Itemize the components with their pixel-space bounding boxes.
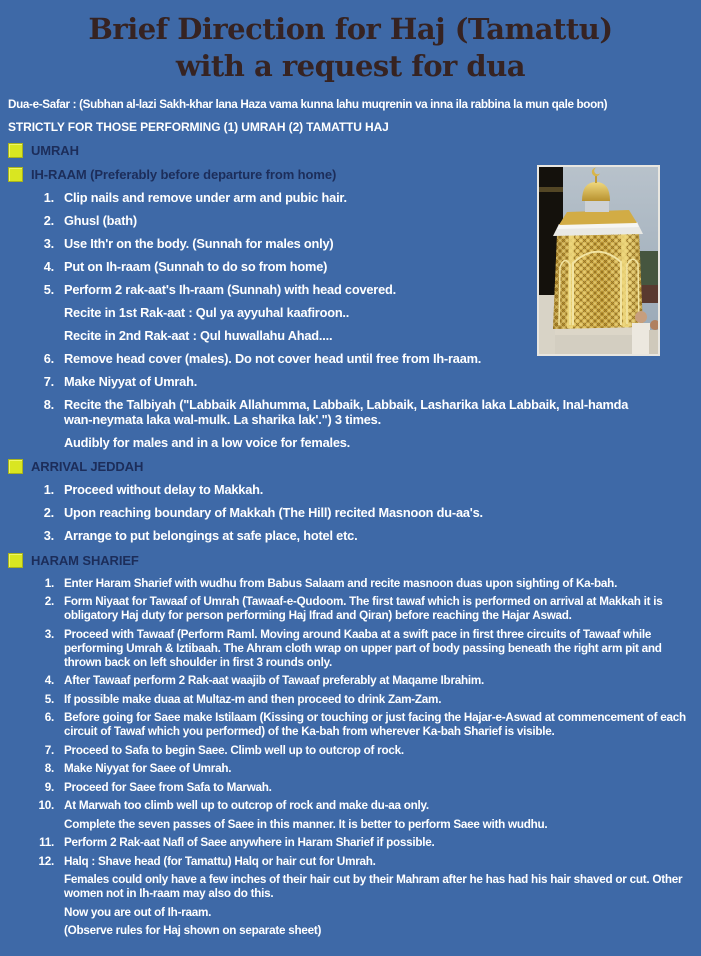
list-item (8, 855, 701, 869)
item-number: 12. (38, 854, 54, 868)
item-text: Recite in 2nd Rak-aat : Qul huwallahu Ahad.... (64, 328, 333, 343)
item-text: Use Ith'r on the body. (Sunnah for males only) (64, 236, 334, 251)
maqam-ibrahim-photo (537, 165, 660, 356)
list-item (8, 762, 701, 776)
list-item (8, 674, 701, 688)
item-number: 3. (44, 627, 54, 641)
dua-e-safar-line: Dua-e-Safar : (Subhan al-lazi Sakh-khar lana Haza vama kunna lahu muqrenin va inna ila rabbina la mun qale boon) (8, 98, 608, 111)
item-number (33, 306, 54, 321)
item-text: Females could only have a few inches of their hair cut by their Mahram after he has had his hair shaved or cut. Other women not in Ih-raam may also do this. (64, 873, 683, 900)
list-item (8, 781, 701, 795)
item-number (33, 906, 54, 920)
item-text: Form Niyaat for Tawaaf of Umrah (Tawaaf-e-Qudoom. The first tawaf which is performed on arrival at Makkah it is obligatory Haj duty for person performing Haj Ifrad and Qiran) before reaching the Hajar Aswad. (64, 595, 663, 622)
section-header-arrival-jeddah (8, 459, 701, 474)
item-number: 4. (44, 674, 54, 687)
item-text: Recite in 1st Rak-aat : Qul ya ayyuhal kaafiroon.. (64, 305, 350, 320)
item-number (33, 873, 54, 901)
item-text: Enter Haram Sharief with wudhu from Babus Salaam and recite masnoon duas upon sighting of Ka-bah. (64, 576, 618, 590)
item-number: 9. (44, 780, 54, 794)
item-text: Proceed to Safa to begin Saee. Climb well up to outcrop of rock. (64, 743, 404, 757)
bullet-square-icon (8, 459, 23, 474)
item-number: 1. (43, 482, 54, 497)
item-number: 5. (43, 282, 54, 297)
item-number: 10. (38, 799, 54, 812)
list-item (8, 529, 701, 544)
item-text: Put on Ih-raam (Sunnah to do so from home) (64, 259, 328, 274)
item-text: Remove head cover (males). Do not cover head until free from Ih-raam. (64, 351, 482, 366)
item-number (33, 818, 54, 832)
section-arrival-jeddah (8, 459, 701, 544)
list-item (8, 711, 701, 739)
item-text: Recite the Talbiyah ("Labbaik Allahumma, Labbaik, Labbaik, Lasharika laka Labbaik, Inal-hamda wan-neymata laka wal-mulk. La sharika lak'.") 3 times. (64, 397, 629, 427)
item-text: At Marwah too climb well up to outcrop of rock and make du-aa only. (64, 799, 429, 812)
item-text: Upon reaching boundary of Makkah (The Hill) recited Masnoon du-aa's. (64, 505, 483, 520)
section-label: UMRAH (31, 143, 79, 158)
section-haram-sharief (8, 553, 701, 939)
item-text: Perform 2 rak-aat's Ih-raam (Sunnah) with head covered. (64, 282, 396, 297)
item-text: Now you are out of Ih-raam. (64, 905, 212, 919)
item-number: 5. (44, 692, 54, 706)
item-text: Arrange to put belongings at safe place, hotel etc. (64, 528, 358, 543)
list-item (8, 483, 701, 498)
item-number: 1. (43, 190, 54, 205)
item-text: Proceed for Saee from Safa to Marwah. (64, 780, 272, 794)
intro-block (8, 98, 701, 134)
list-subline (8, 818, 701, 832)
page-title-line2: with a request for dua (175, 49, 526, 83)
item-number (33, 924, 54, 938)
list-item (8, 628, 701, 670)
item-number: 2. (43, 505, 54, 520)
item-number: 6. (44, 711, 54, 724)
item-text: After Tawaaf perform 2 Rak-aat waajib of Tawaaf preferably at Maqame Ibrahim. (64, 674, 485, 687)
item-text: Clip nails and remove under arm and pubic hair. (64, 190, 347, 205)
item-text: Complete the seven passes of Saee in this manner. It is better to perform Saee with wudhu. (64, 817, 548, 831)
item-text: Audibly for males and in a low voice for females. (64, 434, 351, 450)
list-item (8, 577, 701, 591)
list-subline (8, 436, 701, 451)
item-number: 4. (43, 259, 54, 274)
section-umrah (8, 143, 701, 158)
item-text: Ghusl (bath) (64, 213, 137, 228)
page-title (0, 11, 701, 85)
item-text: Make Niyyat for Saee of Umrah. (64, 762, 232, 775)
section-header-umrah (8, 143, 701, 158)
item-text: (Observe rules for Haj shown on separate sheet) (64, 924, 322, 937)
bullet-square-icon (8, 167, 23, 182)
list-item (8, 693, 701, 707)
item-number (33, 329, 54, 344)
section-label: IH-RAAM (Preferably before departure from home) (31, 167, 337, 182)
section-label: HARAM SHARIEF (31, 552, 139, 568)
bullet-square-icon (8, 143, 23, 158)
list-item (8, 595, 701, 623)
item-number: 7. (43, 374, 54, 389)
item-number: 11. (39, 836, 54, 849)
item-text: Before going for Saee make Istilaam (Kissing or touching or just facing the Hajar-e-Aswad at commencement of each circuit of Tawaf which you performed) of the Ka-bah from wherever Ka-bah Sharief is visible. (64, 711, 686, 738)
list-subline (8, 906, 701, 920)
item-number: 8. (44, 762, 54, 775)
item-number: 3. (43, 528, 54, 543)
item-text: If possible make duaa at Multaz-m and then proceed to drink Zam-Zam. (64, 692, 442, 706)
item-number: 7. (44, 743, 54, 757)
list-item (8, 744, 701, 758)
item-text: Proceed with Tawaaf (Perform Raml. Moving around Kaaba at a swift pace in first three circuits of Tawaaf while performing Umrah & Iztibaah. The Ahram cloth wrap on upper part of body passing beneath the right arm pit and thrown back on left shoulder in first 3 rounds only. (64, 627, 662, 669)
item-number (33, 436, 54, 451)
bullet-square-icon (8, 553, 23, 568)
section-header-haram-sharief (8, 553, 701, 568)
item-number: 2. (44, 595, 54, 608)
item-text: Make Niyyat of Umrah. (64, 374, 198, 389)
list-item (8, 836, 701, 850)
list-subline (8, 873, 701, 901)
strictly-for-line: STRICTLY FOR THOSE PERFORMING (1) UMRAH (2) TAMATTU HAJ (8, 120, 389, 134)
maqam-ibrahim-illustration (539, 167, 658, 354)
page-title-line1: Brief Direction for Haj (Tamattu) (88, 12, 613, 46)
item-text: Perform 2 Rak-aat Nafl of Saee anywhere in Haram Sharief if possible. (64, 836, 435, 849)
list-item (8, 799, 701, 813)
item-number: 6. (43, 351, 54, 366)
item-number: 3. (43, 236, 54, 251)
section-label: ARRIVAL JEDDAH (31, 459, 144, 474)
item-text: Halq : Shave head (for Tamattu) Halq or hair cut for Umrah. (64, 854, 376, 868)
list-subline (8, 924, 701, 938)
item-text: Proceed without delay to Makkah. (64, 482, 264, 497)
list-item (8, 506, 701, 521)
item-number: 8. (43, 397, 54, 412)
item-number: 1. (44, 576, 54, 590)
list-item (8, 375, 701, 390)
item-number: 2. (43, 213, 54, 228)
list-item (8, 398, 701, 427)
